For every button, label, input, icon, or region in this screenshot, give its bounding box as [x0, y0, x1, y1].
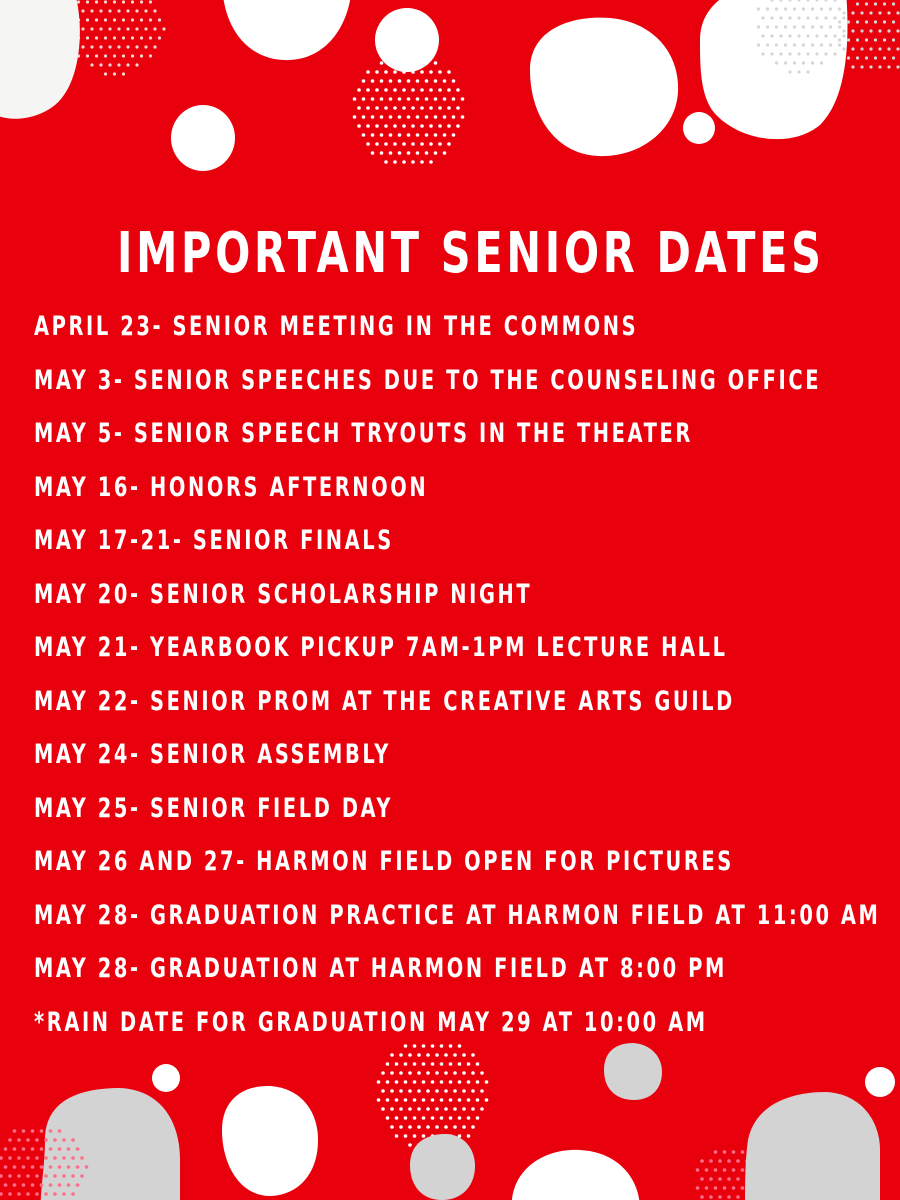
blob-small-top-left — [171, 105, 235, 171]
blob-small-top-right — [683, 112, 715, 144]
date-item: APRIL 23- SENIOR MEETING IN THE COMMONS — [34, 311, 639, 342]
date-item: MAY 26 AND 27- HARMON FIELD OPEN FOR PICTURES — [34, 846, 734, 877]
date-item: MAY 28- GRADUATION PRACTICE AT HARMON FIELD AT 11:00 AM — [34, 899, 881, 931]
blob-bottom-right-gray-small — [604, 1043, 662, 1100]
blob-top-right — [700, 0, 847, 139]
date-item: *RAIN DATE FOR GRADUATION MAY 29 AT 10:00 AM — [34, 1006, 708, 1038]
date-item: MAY 3- SENIOR SPEECHES DUE TO THE COUNSELING OFFICE — [34, 364, 822, 396]
date-item: MAY 25- SENIOR FIELD DAY — [34, 792, 394, 824]
blob-bottom-center-gray — [410, 1134, 475, 1200]
poster-title: IMPORTANT SENIOR DATES — [117, 221, 825, 286]
blob-bottom-left-gray — [40, 1088, 180, 1200]
date-item: MAY 22- SENIOR PROM AT THE CREATIVE ARTS GUILD — [34, 685, 735, 717]
date-item: MAY 16- HONORS AFTERNOON — [34, 471, 429, 503]
date-item: MAY 21- YEARBOOK PICKUP 7AM-1PM LECTURE HALL — [34, 632, 728, 663]
date-item: MAY 17-21- SENIOR FINALS — [34, 525, 394, 556]
date-item: MAY 28- GRADUATION AT HARMON FIELD AT 8:00 PM — [34, 953, 727, 984]
dates-list — [34, 300, 881, 1049]
date-item: MAY 24- SENIOR ASSEMBLY — [34, 739, 391, 770]
blob-small-bottom-left — [152, 1064, 180, 1092]
date-item: MAY 20- SENIOR SCHOLARSHIP NIGHT — [34, 578, 533, 610]
date-item: MAY 5- SENIOR SPEECH TRYOUTS IN THE THEATER — [34, 418, 693, 449]
blob-small-bottom-right — [865, 1067, 895, 1097]
